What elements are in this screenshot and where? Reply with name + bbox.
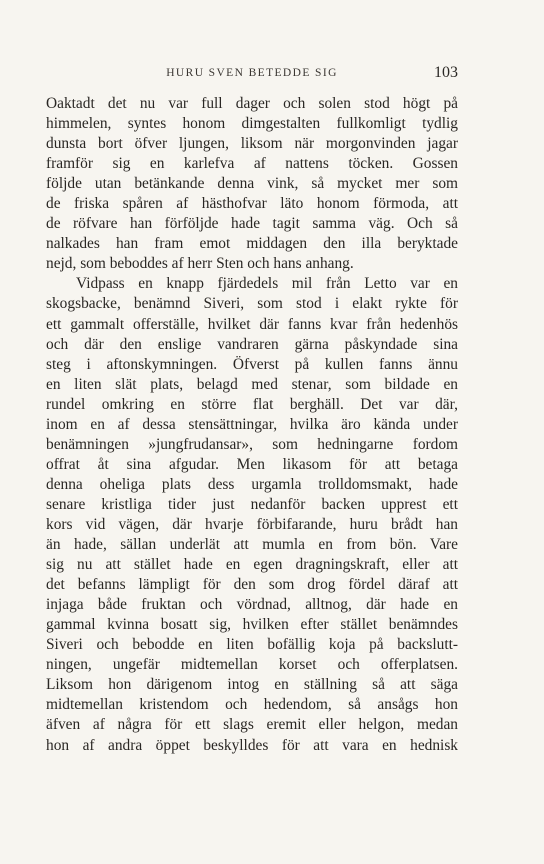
running-title: HURU SVEN BETEDDE SIG	[166, 67, 338, 79]
text-line: benämningen »jungfrudansar», som hedningarne fordom	[46, 435, 458, 453]
text-line: de friska spåren af hästhofvar läto honom förmoda, att	[46, 195, 458, 213]
text-line: offrat åt sina afgudar. Men likasom för att betaga	[46, 455, 458, 473]
page-number: 103	[434, 64, 458, 81]
text-line: de röfvare han förföljde hade tagit samma väg. Och så	[46, 215, 458, 233]
text-line: rundel omkring en större flat berghäll. Det var där,	[46, 395, 458, 413]
text-line: senare kristliga tider just nedanför backen upprest ett	[46, 495, 458, 513]
text-line: det befanns lämpligt för den som drog fördel däraf att	[46, 576, 458, 594]
text-line: midtemellan kristendom och hedendom, så ansågs hon	[46, 696, 458, 714]
paragraph-first-line: Vidpass en knapp fjärdedels mil från Letto var en	[76, 275, 458, 293]
text-line: dunsta bort öfver ljungen, liksom när morgonvinden jagar	[46, 135, 458, 153]
text-line: ett gammalt offerställe, hvilket där fanns kvar från hedenhös	[46, 315, 458, 333]
text-line: följde utan betänkande denna vink, så mycket mer som	[46, 175, 458, 193]
text-line: och där den enslige vandraren gärna påskyndade sina	[46, 335, 458, 353]
text-line: sig nu att stället hade en egen dragningskraft, eller att	[46, 556, 458, 574]
text-line: skogsbacke, benämnd Siveri, som stod i elakt rykte för	[46, 295, 458, 313]
text-line: kors vid vägen, där hvarje förbifarande, huru brådt han	[46, 515, 458, 533]
body-text	[46, 94, 458, 756]
text-line: inom en af dessa stensättningar, hvilka äro kända under	[46, 415, 458, 433]
text-line: äfven af några för ett slags eremit eller helgon, medan	[46, 716, 458, 734]
page-header	[46, 64, 458, 84]
text-line: himmelen, syntes honom dimgestalten fullkomligt tydlig	[46, 115, 458, 133]
text-line: en liten slät plats, belagd med stenar, som bildade en	[46, 375, 458, 393]
text-line: injaga både fruktan och vördnad, alltnog, där hade en	[46, 596, 458, 614]
paragraph-last-line: nejd, som beboddes af herr Sten och hans anhang.	[46, 255, 354, 273]
text-line: hon af andra öppet beskylldes för att vara en hednisk	[46, 736, 458, 754]
text-line: steg i aftonskymningen. Öfverst på kullen fanns ännu	[46, 355, 458, 373]
text-line: nalkades han fram emot middagen den illa beryktade	[46, 235, 458, 253]
text-line: denna oheliga plats dess urgamla trolldomsmakt, hade	[46, 475, 458, 493]
text-line: än hade, sällan underlät att mumla en from bön. Vare	[46, 536, 458, 554]
text-line: ningen, ungefär midtemellan korset och offerplatsen.	[46, 656, 458, 674]
text-line: Siveri och bebodde en liten bofällig koja på backslutt-	[46, 636, 458, 654]
text-line: Oaktadt det nu var full dager och solen stod högt på	[46, 95, 458, 112]
text-line: gammal kvinna bosatt sig, hvilken efter stället benämndes	[46, 616, 458, 634]
text-line: Liksom hon därigenom intog en ställning så att säga	[46, 676, 458, 694]
text-line: framför sig en karlefva af nattens töcken. Gossen	[46, 155, 458, 173]
